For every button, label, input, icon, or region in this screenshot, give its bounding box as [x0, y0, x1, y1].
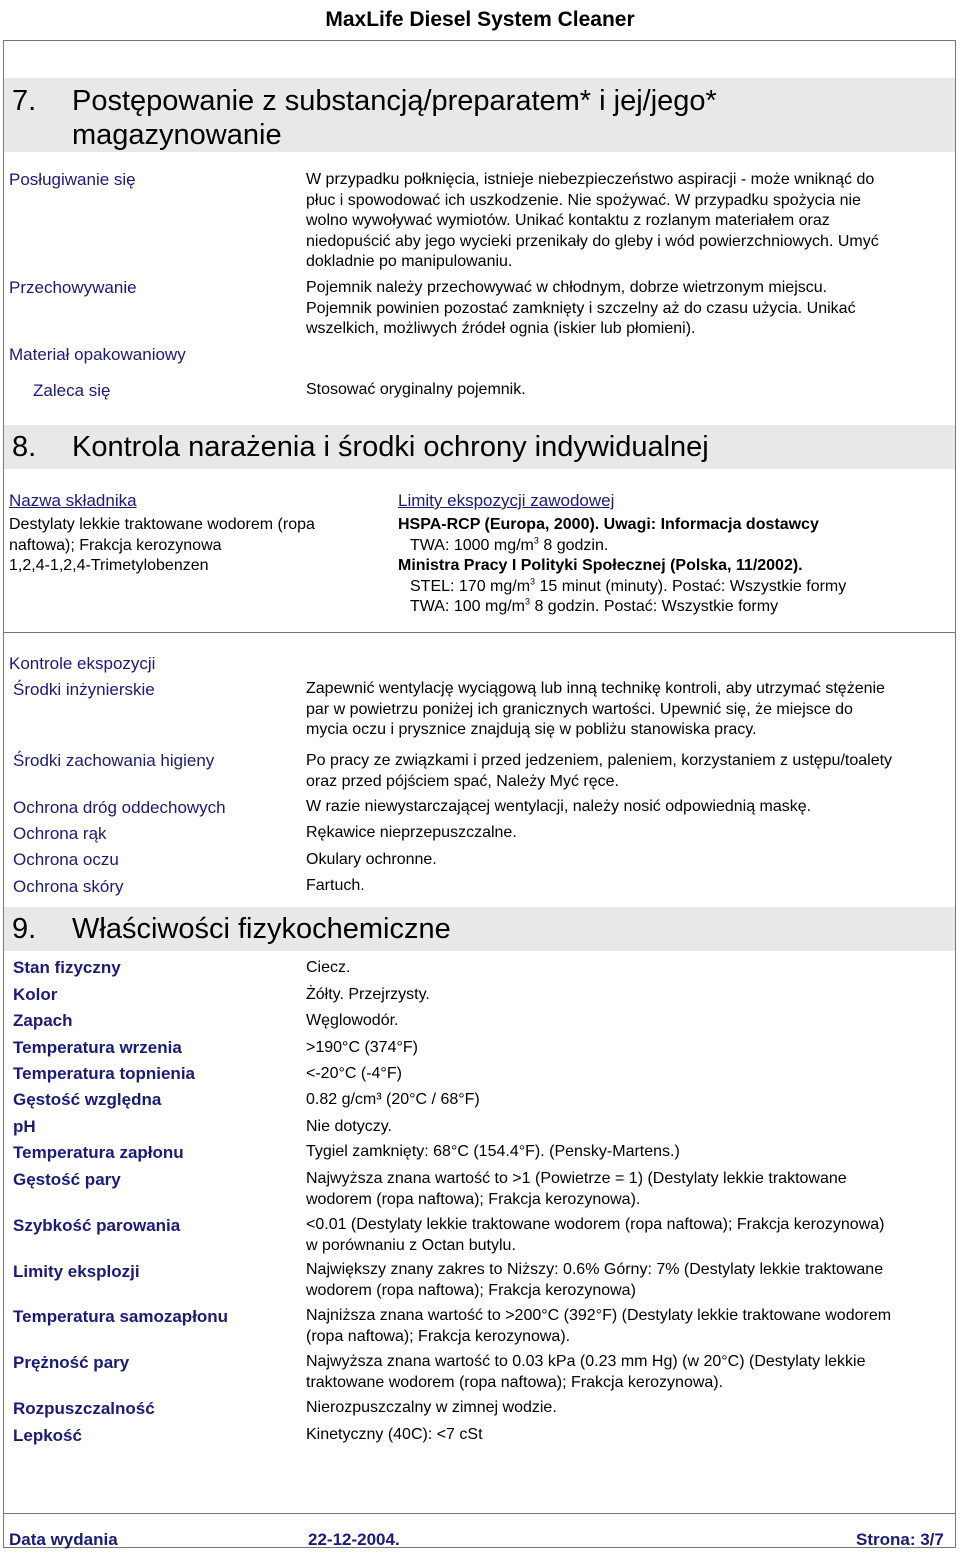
limit-1-twa: TWA: 1000 $mg/m^3$ 8 godzin.	[410, 535, 609, 554]
section-8-header	[4, 425, 955, 469]
value-relative-density: 0.82 g/cm³ (20°C / 68°F)	[306, 1091, 480, 1108]
label-ph: pH	[13, 1117, 36, 1136]
label-boiling-point: Temperatura wrzenia	[13, 1038, 182, 1057]
label-autoignition: Temperatura samozapłonu	[13, 1307, 229, 1326]
value-ph: Nie dotyczy.	[306, 1118, 392, 1135]
value-vapor-pressure: Najwyższa znana wartość to 0.03 kPa (0.23 mm Hg) (w 20°C) (Destylaty lekkie traktowane wodorem (ropa naftowa); Frakcja kerozynowa).	[306, 1353, 866, 1391]
value-odor: Węglowodór.	[306, 1012, 399, 1029]
document-title: MaxLife Diesel System Cleaner	[325, 8, 635, 31]
footer-page-number: Strona: 3/7	[856, 1530, 944, 1549]
section-8-title: Kontrola narażenia i środki ochrony indywidualnej	[72, 431, 709, 463]
section-9-title: Właściwości fizykochemiczne	[72, 913, 451, 945]
text-respiratory: W razie niewystarczającej wentylacji, należy nosić odpowiednią maskę.	[306, 798, 812, 815]
section-7-header	[4, 78, 955, 152]
ingredients-list	[9, 515, 315, 577]
label-eyes: Ochrona oczu	[13, 850, 119, 869]
ingredient-line: naftowa); Frakcja kerozynowa	[9, 536, 222, 554]
label-evaporation-rate: Szybkość parowania	[13, 1216, 181, 1235]
label-relative-density: Gęstość względna	[13, 1090, 162, 1109]
limit-2-stel: STEL: 170 $mg/m^3$ 15 minut (minuty). Postać: Wszystkie formy	[410, 576, 847, 595]
label-hygiene: Środki zachowania higieny	[13, 751, 215, 770]
label-flash-point: Temperatura zapłonu	[13, 1143, 184, 1162]
section-8-number: 8.	[12, 431, 37, 463]
label-solubility: Rozpuszczalność	[13, 1399, 155, 1418]
label-packaging: Materiał opakowaniowy	[9, 345, 186, 364]
value-viscosity: Kinetyczny (40C): <7 cSt	[306, 1426, 483, 1443]
exposure-limits	[398, 515, 846, 618]
label-skin: Ochrona skóry	[13, 877, 124, 896]
label-melting-point: Temperatura topnienia	[13, 1064, 195, 1083]
label-color: Kolor	[13, 985, 58, 1004]
label-vapor-density: Gęstość pary	[13, 1170, 121, 1189]
value-solubility: Nierozpuszczalny w zimnej wodzie.	[306, 1399, 557, 1416]
value-vapor-density: Najwyższa znana wartość to >1 (Powietrze = 1) (Destylaty lekkie traktowane wodorem (ropa naftowa); Frakcja kerozynowa).	[306, 1170, 847, 1208]
label-handling: Posługiwanie się	[9, 170, 136, 189]
value-autoignition: Najniższa znana wartość to >200°C (392°F) (Destylaty lekkie traktowane wodorem (ropa naftowa); Frakcja kerozynowa).	[306, 1307, 892, 1345]
footer-issue-date: 22-12-2004.	[308, 1530, 400, 1549]
label-storage: Przechowywanie	[9, 278, 137, 297]
label-engineering: Środki inżynierskie	[13, 680, 155, 699]
exposure-controls-heading: Kontrole ekspozycji	[9, 654, 156, 673]
label-odor: Zapach	[13, 1011, 73, 1030]
label-recommended: Zaleca się	[33, 381, 111, 400]
ingredient-line: Destylaty lekkie traktowane wodorem (ropa	[9, 516, 315, 533]
value-evaporation-rate: <0.01 (Destylaty lekkie traktowane wodorem (ropa naftowa); Frakcja kerozynowa) w porównaniu z Octan butylu.	[306, 1216, 885, 1254]
limit-1-title: HSPA-RCP (Europa, 2000). Uwagi: Informacja dostawcy	[398, 516, 819, 533]
label-respiratory: Ochrona dróg oddechowych	[13, 798, 226, 817]
value-flash-point: Tygiel zamknięty: 68°C (154.4°F). (Pensky-Martens.)	[306, 1143, 680, 1160]
footer-divider	[4, 1513, 955, 1514]
divider	[4, 632, 955, 633]
section-7-number: 7.	[12, 85, 37, 117]
text-skin: Fartuch.	[306, 877, 365, 894]
label-explosion-limits: Limity eksplozji	[13, 1262, 140, 1281]
limit-2-twa: TWA: 100 $mg/m^3$ 8 godzin. Postać: Wszystkie formy	[410, 596, 779, 615]
ingredient-name-header: Nazwa składnika	[9, 491, 137, 510]
text-engineering: Zapewnić wentylację wyciągową lub inną technikę kontroli, aby utrzymać stężenie par w powietrzu poniżej ich granicznych wartości. Upewnić się, że miejsce do mycia oczu i prysznice znajdują się w pobliżu stanowiska pracy.	[306, 680, 885, 738]
text-storage: Pojemnik należy przechowywać w chłodnym, dobrze wietrzonym miejscu. Pojemnik powinien pozostać zamknięty i szczelny aż do czasu użycia. Unikać wszelkich, możliwych źródeł ognia (iskier lub płomieni).	[306, 279, 856, 337]
text-recommended: Stosować oryginalny pojemnik.	[306, 381, 526, 398]
section-9-header	[4, 907, 955, 951]
exposure-limits-header: Limity ekspozycji zawodowej	[398, 491, 615, 510]
text-hygiene: Po pracy ze związkami i przed jedzeniem, paleniem, korzystaniem z ustępu/toalety oraz przed pójściem spać, Należy Myć ręce.	[306, 752, 893, 790]
value-physical-state: Ciecz.	[306, 959, 351, 976]
ingredient-line: 1,2,4-1,2,4-Trimetylobenzen	[9, 557, 209, 574]
label-viscosity: Lepkość	[13, 1426, 82, 1445]
section-7-title-line1: Postępowanie z substancją/preparatem* i jej/jego*	[72, 85, 717, 117]
limit-2-title: Ministra Pracy I Polityki Społecznej (Polska, 11/2002).	[398, 557, 803, 574]
value-boiling-point: >190°C (374°F)	[306, 1039, 418, 1056]
section-9-number: 9.	[12, 913, 37, 945]
value-color: Żółty. Przejrzysty.	[306, 986, 430, 1003]
label-hands: Ochrona rąk	[13, 824, 107, 843]
label-vapor-pressure: Prężność pary	[13, 1353, 130, 1372]
text-hands: Rękawice nieprzepuszczalne.	[306, 824, 517, 841]
value-explosion-limits: Największy znany zakres to Niższy: 0.6% Górny: 7% (Destylaty lekkie traktowane wodorem (ropa naftowa); Frakcja kerozynowa)	[306, 1261, 884, 1299]
value-melting-point: <-20°C (-4°F)	[306, 1065, 402, 1082]
section-7-title-line2: magazynowanie	[72, 119, 282, 151]
footer-issue-label: Data wydania	[9, 1530, 118, 1549]
text-handling: W przypadku połknięcia, istnieje niebezpieczeństwo aspiracji - może wniknąć do płuc i spowodować ich uszkodzenie. Nie spożywać. W przypadku spożycia nie wolno wywoływać wymiotów. Unikać kontaktu z rozlanym materiałem oraz niedopuścić aby jego wycieki przenikały do gleby i wód powierzchniowych. Umyć dokladnie po manipulowaniu.	[306, 171, 879, 270]
text-eyes: Okulary ochronne.	[306, 851, 437, 868]
label-physical-state: Stan fizyczny	[13, 958, 121, 977]
